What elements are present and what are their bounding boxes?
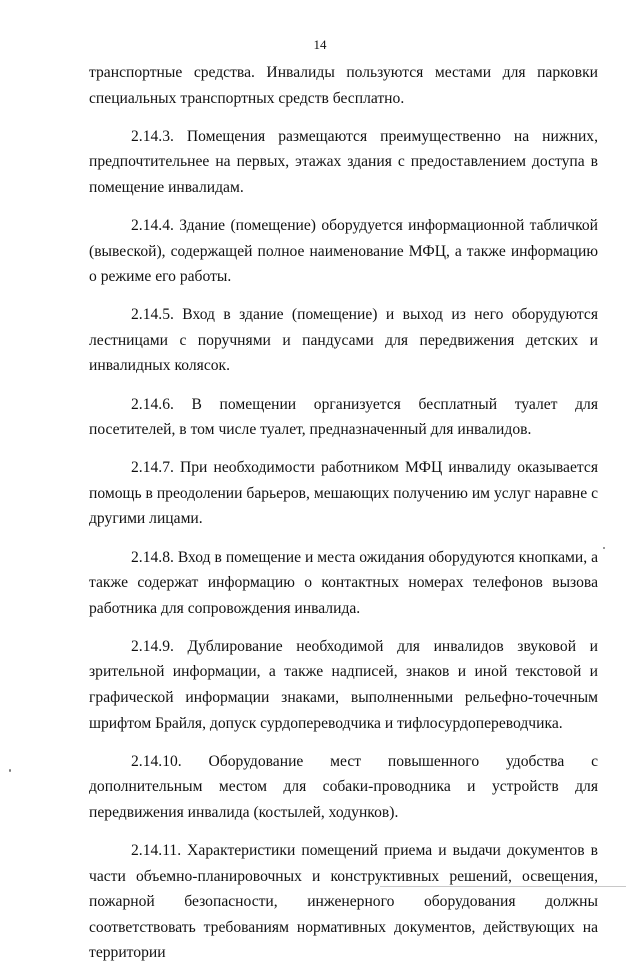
paragraph: 2.14.6. В помещении организуется бесплатный туалет для посетителей, в том числе туалет, предназначенный для инвалидов. bbox=[89, 395, 598, 439]
paragraph: 2.14.10. Оборудование мест повышенного удобства с дополнительным местом для собаки-проводника и устройств для передвижения инвалида (костылей, ходунков). bbox=[89, 752, 598, 821]
paragraph: 2.14.3. Помещения размещаются преимущественно на нижних, предпочтительнее на первых, этажах здания с предоставлением доступа в помещение инвалидам. bbox=[89, 127, 598, 196]
scan-edge-line bbox=[380, 886, 626, 887]
paragraph: 2.14.5. Вход в здание (помещение) и выход из него оборудуются лестницами с поручнями и пандусами для передвижения детских и инвалидных колясок. bbox=[89, 306, 598, 375]
page-number: 14 bbox=[313, 37, 327, 52]
paragraph: 2.14.4. Здание (помещение) оборудуется информационной табличкой (вывеской), содержащей полное наименование МФЦ, а также информацию о режиме его работы. bbox=[89, 216, 598, 286]
paragraph: 2.14.7. При необходимости работником МФЦ инвалиду оказывается помощь в преодолении барьеров, мешающих получению им услуг наравне с другими лицами. bbox=[89, 459, 598, 528]
paragraph: транспортные средства. Инвалиды пользуются местами для парковки специальных транспортных средств бесплатно. bbox=[89, 64, 598, 107]
paragraph: 2.14.8. Вход в помещение и места ожидания оборудуются кнопками, а также содержат информацию о контактных номерах телефонов вызова работника для сопровождения инвалида. bbox=[89, 548, 598, 617]
paragraph: 2.14.11. Характеристики помещений приема и выдачи документов в части объемно-планировочных и конструктивных решений, освещения, пожарной безопасности, инженерного оборудования должны соответствовать требованиям нормативных документов, действующих на территории bbox=[89, 841, 598, 962]
document-body bbox=[89, 60, 598, 966]
scan-speck bbox=[603, 547, 605, 549]
paragraph: 2.14.9. Дублирование необходимой для инвалидов звуковой и зрительной информации, а также надписей, знаков и иной текстовой и графической информации знаками, выполненными рельефно-точечным шрифтом Брайля, допуск сурдопереводчика и тифлосурдопереводчика. bbox=[89, 637, 598, 732]
scan-speck bbox=[9, 769, 11, 772]
